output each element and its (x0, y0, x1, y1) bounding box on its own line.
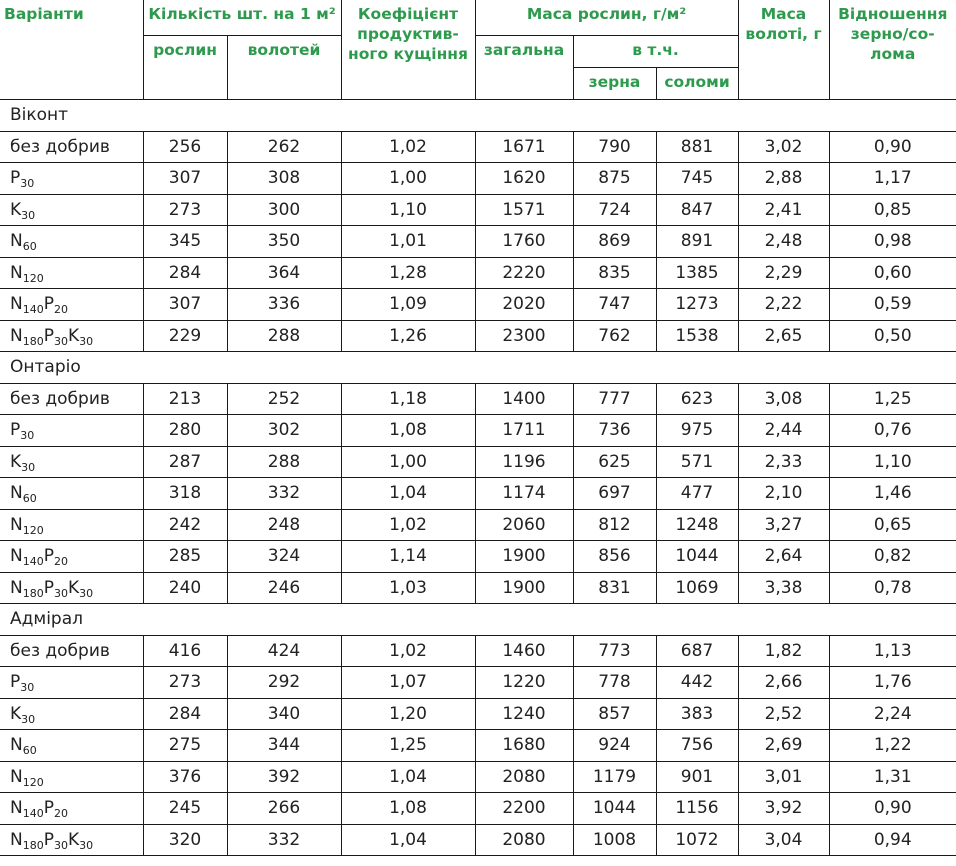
header-total: загальна (475, 36, 573, 100)
variant-cell: $N_{140}P_{20}$ (0, 793, 143, 825)
value-cell: 0,78 (829, 572, 956, 604)
value-cell: 1273 (656, 289, 738, 321)
value-cell: 1174 (475, 478, 573, 510)
value-cell: 1,46 (829, 478, 956, 510)
value-cell: 0,90 (829, 131, 956, 163)
table-row (0, 257, 956, 289)
value-cell: 1072 (656, 824, 738, 856)
value-cell: 0,60 (829, 257, 956, 289)
value-cell: 1,26 (341, 320, 475, 352)
value-cell: 2020 (475, 289, 573, 321)
variant-cell: $P_{30}$ (0, 163, 143, 195)
table-row (0, 131, 956, 163)
value-cell: 1,14 (341, 541, 475, 573)
value-cell: 3,04 (738, 824, 829, 856)
value-cell: 1,02 (341, 635, 475, 667)
value-cell: 1,04 (341, 478, 475, 510)
table-row (0, 509, 956, 541)
table-row (0, 289, 956, 321)
value-cell: 1,03 (341, 572, 475, 604)
value-cell: 285 (143, 541, 227, 573)
value-cell: 318 (143, 478, 227, 510)
value-cell: 625 (573, 446, 656, 478)
variant-cell: $N_{60}$ (0, 730, 143, 762)
header-plants: рослин (143, 36, 227, 100)
value-cell: 856 (573, 541, 656, 573)
variant-cell: без добрив (0, 383, 143, 415)
value-cell: 2,48 (738, 226, 829, 258)
value-cell: 2220 (475, 257, 573, 289)
variant-cell: $N_{140}P_{20}$ (0, 289, 143, 321)
value-cell: 383 (656, 698, 738, 730)
value-cell: 1,25 (341, 730, 475, 762)
value-cell: 3,38 (738, 572, 829, 604)
header-panicles: волотей (227, 36, 341, 100)
value-cell: 762 (573, 320, 656, 352)
variant-cell: $N_{140}P_{20}$ (0, 541, 143, 573)
value-cell: 376 (143, 761, 227, 793)
value-cell: 1156 (656, 793, 738, 825)
value-cell: 252 (227, 383, 341, 415)
header-mass: Маса рослин, г/м² (475, 0, 738, 36)
value-cell: 280 (143, 415, 227, 447)
variant-cell: $N_{180}P_{30}K_{30}$ (0, 572, 143, 604)
value-cell: 1,25 (829, 383, 956, 415)
value-cell: 2,65 (738, 320, 829, 352)
value-cell: 324 (227, 541, 341, 573)
value-cell: 2060 (475, 509, 573, 541)
group-title: Онтаріо (0, 352, 956, 384)
value-cell: 266 (227, 793, 341, 825)
value-cell: 344 (227, 730, 341, 762)
value-cell: 857 (573, 698, 656, 730)
variant-cell: $N_{120}$ (0, 761, 143, 793)
value-cell: 1,02 (341, 509, 475, 541)
value-cell: 300 (227, 194, 341, 226)
value-cell: 3,01 (738, 761, 829, 793)
variant-cell: $K_{30}$ (0, 194, 143, 226)
value-cell: 1671 (475, 131, 573, 163)
table-row (0, 194, 956, 226)
value-cell: 284 (143, 698, 227, 730)
value-cell: 1,01 (341, 226, 475, 258)
table-body (0, 100, 956, 856)
value-cell: 875 (573, 163, 656, 195)
value-cell: 745 (656, 163, 738, 195)
group-row (0, 604, 956, 636)
table-row (0, 572, 956, 604)
value-cell: 687 (656, 635, 738, 667)
value-cell: 1,10 (341, 194, 475, 226)
value-cell: 2,44 (738, 415, 829, 447)
value-cell: 3,02 (738, 131, 829, 163)
variant-cell: без добрив (0, 131, 143, 163)
value-cell: 778 (573, 667, 656, 699)
value-cell: 1240 (475, 698, 573, 730)
value-cell: 1,00 (341, 446, 475, 478)
value-cell: 292 (227, 667, 341, 699)
value-cell: 2,41 (738, 194, 829, 226)
header-straw: соломи (656, 68, 738, 100)
value-cell: 1044 (573, 793, 656, 825)
variant-cell: $N_{180}P_{30}K_{30}$ (0, 320, 143, 352)
value-cell: 747 (573, 289, 656, 321)
value-cell: 2080 (475, 824, 573, 856)
value-cell: 416 (143, 635, 227, 667)
value-cell: 2,24 (829, 698, 956, 730)
table-row (0, 541, 956, 573)
table-row (0, 163, 956, 195)
value-cell: 336 (227, 289, 341, 321)
value-cell: 1,18 (341, 383, 475, 415)
value-cell: 1711 (475, 415, 573, 447)
value-cell: 0,90 (829, 793, 956, 825)
variant-cell: $N_{120}$ (0, 257, 143, 289)
value-cell: 2300 (475, 320, 573, 352)
value-cell: 392 (227, 761, 341, 793)
value-cell: 307 (143, 289, 227, 321)
variant-cell: $K_{30}$ (0, 446, 143, 478)
value-cell: 1460 (475, 635, 573, 667)
table-row (0, 793, 956, 825)
value-cell: 831 (573, 572, 656, 604)
value-cell: 1,00 (341, 163, 475, 195)
value-cell: 2,69 (738, 730, 829, 762)
value-cell: 273 (143, 194, 227, 226)
value-cell: 256 (143, 131, 227, 163)
value-cell: 773 (573, 635, 656, 667)
header-incl: в т.ч. (573, 36, 738, 68)
table-row (0, 320, 956, 352)
value-cell: 364 (227, 257, 341, 289)
value-cell: 2200 (475, 793, 573, 825)
variant-cell: $N_{120}$ (0, 509, 143, 541)
value-cell: 1571 (475, 194, 573, 226)
value-cell: 724 (573, 194, 656, 226)
value-cell: 442 (656, 667, 738, 699)
value-cell: 248 (227, 509, 341, 541)
value-cell: 0,82 (829, 541, 956, 573)
value-cell: 1900 (475, 572, 573, 604)
group-title: Адмірал (0, 604, 956, 636)
value-cell: 345 (143, 226, 227, 258)
value-cell: 1008 (573, 824, 656, 856)
value-cell: 1248 (656, 509, 738, 541)
value-cell: 1,07 (341, 667, 475, 699)
value-cell: 1760 (475, 226, 573, 258)
table-row (0, 226, 956, 258)
variant-cell: $P_{30}$ (0, 667, 143, 699)
table-row (0, 446, 956, 478)
value-cell: 240 (143, 572, 227, 604)
value-cell: 1,22 (829, 730, 956, 762)
value-cell: 2,33 (738, 446, 829, 478)
value-cell: 229 (143, 320, 227, 352)
value-cell: 1538 (656, 320, 738, 352)
variant-cell: $N_{60}$ (0, 478, 143, 510)
value-cell: 756 (656, 730, 738, 762)
value-cell: 3,08 (738, 383, 829, 415)
value-cell: 1680 (475, 730, 573, 762)
value-cell: 881 (656, 131, 738, 163)
value-cell: 697 (573, 478, 656, 510)
group-title: Віконт (0, 100, 956, 132)
value-cell: 1179 (573, 761, 656, 793)
table-row (0, 667, 956, 699)
table-row (0, 824, 956, 856)
value-cell: 477 (656, 478, 738, 510)
value-cell: 0,98 (829, 226, 956, 258)
variant-cell: $K_{30}$ (0, 698, 143, 730)
value-cell: 246 (227, 572, 341, 604)
value-cell: 812 (573, 509, 656, 541)
table-row (0, 761, 956, 793)
value-cell: 1620 (475, 163, 573, 195)
value-cell: 2,22 (738, 289, 829, 321)
value-cell: 245 (143, 793, 227, 825)
variant-cell: $N_{180}P_{30}K_{30}$ (0, 824, 143, 856)
value-cell: 1385 (656, 257, 738, 289)
value-cell: 0,59 (829, 289, 956, 321)
table-row (0, 478, 956, 510)
header-grain: зерна (573, 68, 656, 100)
value-cell: 1,82 (738, 635, 829, 667)
value-cell: 623 (656, 383, 738, 415)
value-cell: 2,64 (738, 541, 829, 573)
value-cell: 2,10 (738, 478, 829, 510)
variant-cell: $N_{60}$ (0, 226, 143, 258)
value-cell: 242 (143, 509, 227, 541)
value-cell: 1,13 (829, 635, 956, 667)
value-cell: 891 (656, 226, 738, 258)
value-cell: 424 (227, 635, 341, 667)
value-cell: 262 (227, 131, 341, 163)
value-cell: 1,76 (829, 667, 956, 699)
value-cell: 1,10 (829, 446, 956, 478)
value-cell: 1900 (475, 541, 573, 573)
header-panicle-mass: Маса волоті, г (738, 0, 829, 100)
variant-cell: без добрив (0, 635, 143, 667)
value-cell: 2080 (475, 761, 573, 793)
value-cell: 1,02 (341, 131, 475, 163)
value-cell: 736 (573, 415, 656, 447)
value-cell: 790 (573, 131, 656, 163)
value-cell: 308 (227, 163, 341, 195)
value-cell: 2,52 (738, 698, 829, 730)
value-cell: 320 (143, 824, 227, 856)
variant-cell: $P_{30}$ (0, 415, 143, 447)
table-row (0, 383, 956, 415)
value-cell: 1,08 (341, 793, 475, 825)
table-row (0, 415, 956, 447)
value-cell: 0,94 (829, 824, 956, 856)
value-cell: 975 (656, 415, 738, 447)
value-cell: 332 (227, 824, 341, 856)
table-row (0, 698, 956, 730)
value-cell: 1,31 (829, 761, 956, 793)
value-cell: 1,17 (829, 163, 956, 195)
value-cell: 273 (143, 667, 227, 699)
value-cell: 1,28 (341, 257, 475, 289)
value-cell: 0,50 (829, 320, 956, 352)
value-cell: 571 (656, 446, 738, 478)
value-cell: 0,76 (829, 415, 956, 447)
value-cell: 1,08 (341, 415, 475, 447)
value-cell: 340 (227, 698, 341, 730)
header-variants: Варіанти (0, 0, 143, 100)
value-cell: 2,66 (738, 667, 829, 699)
value-cell: 835 (573, 257, 656, 289)
value-cell: 302 (227, 415, 341, 447)
value-cell: 1,20 (341, 698, 475, 730)
header-ratio: Відношення зерно/со-лома (829, 0, 956, 100)
value-cell: 332 (227, 478, 341, 510)
value-cell: 1,04 (341, 761, 475, 793)
value-cell: 284 (143, 257, 227, 289)
value-cell: 1196 (475, 446, 573, 478)
value-cell: 2,88 (738, 163, 829, 195)
value-cell: 869 (573, 226, 656, 258)
value-cell: 3,92 (738, 793, 829, 825)
group-row (0, 100, 956, 132)
value-cell: 287 (143, 446, 227, 478)
header-count: Кількість шт. на 1 м² (143, 0, 341, 36)
value-cell: 307 (143, 163, 227, 195)
value-cell: 350 (227, 226, 341, 258)
value-cell: 1069 (656, 572, 738, 604)
group-row (0, 352, 956, 384)
table-row (0, 730, 956, 762)
header-coef: Коефіцієнт продуктив-ного кущіння (341, 0, 475, 100)
value-cell: 924 (573, 730, 656, 762)
value-cell: 0,65 (829, 509, 956, 541)
value-cell: 1044 (656, 541, 738, 573)
value-cell: 901 (656, 761, 738, 793)
value-cell: 2,29 (738, 257, 829, 289)
value-cell: 1,09 (341, 289, 475, 321)
value-cell: 777 (573, 383, 656, 415)
value-cell: 288 (227, 320, 341, 352)
value-cell: 3,27 (738, 509, 829, 541)
value-cell: 1400 (475, 383, 573, 415)
value-cell: 288 (227, 446, 341, 478)
value-cell: 1,04 (341, 824, 475, 856)
value-cell: 275 (143, 730, 227, 762)
value-cell: 1220 (475, 667, 573, 699)
value-cell: 213 (143, 383, 227, 415)
table-row (0, 635, 956, 667)
value-cell: 0,85 (829, 194, 956, 226)
value-cell: 847 (656, 194, 738, 226)
